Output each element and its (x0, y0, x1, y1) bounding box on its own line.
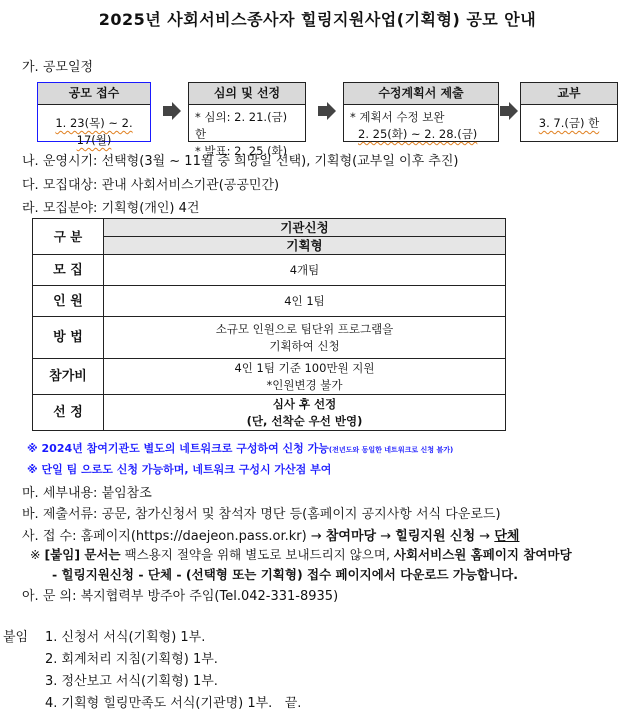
row-value: 기획하여 신청 (269, 338, 340, 353)
item-field: 라. 모집분야: 기획형(개인) 4건 (22, 201, 200, 216)
table-row (33, 255, 506, 286)
table-header-org: 기관신청 (104, 219, 506, 237)
menu-path-group: 단체 (494, 529, 520, 544)
row-value: *인원변경 불가 (266, 377, 343, 392)
step-line: * 심의: 2. 21.(금) 한 (195, 110, 288, 141)
note-mark: ※ (30, 547, 45, 562)
step-header: 교부 (521, 83, 617, 105)
step-header: 공모 접수 (38, 83, 150, 105)
row-value: 4인 1팀 기준 100만원 지원 (234, 360, 375, 375)
item-submission (22, 525, 519, 544)
schedule-step-grant (520, 82, 618, 142)
recruitment-table (32, 218, 506, 431)
item-documents: 바. 제출서류: 공문, 참가신청서 및 참석자 명단 등(홈페이지 공지사항 서식 다운로드) (22, 507, 501, 522)
row-label: 인 원 (33, 286, 104, 317)
menu-path-participation: 참여마당 (325, 529, 377, 544)
section-schedule-heading: 가. 공모일정 (22, 60, 94, 75)
table-header-type: 기획형 (104, 237, 506, 255)
item-contact: 아. 문 의: 복지협력부 방주아 주임(Tel.042-331-8935) (22, 589, 339, 604)
table-row (33, 317, 506, 359)
attachment-item: 2. 회계처리 지침(기획형) 1부. (45, 652, 218, 667)
step-date: 1. 23(목) ~ 2. 17(월) (55, 116, 133, 147)
step-date: 3. 7.(금) 한 (538, 116, 600, 130)
submission-text: 사. 접 수: 홈페이지(https://daejeon.pass.or.kr) → (22, 529, 326, 544)
row-label: 선 정 (33, 395, 104, 431)
attachment-item: 3. 정산보고 서식(기획형) 1부. (45, 674, 218, 689)
attachments-label: 붙임 (3, 630, 29, 645)
schedule-step-submission (37, 82, 151, 147)
step-line: * 발표: 2. 25.(화) (195, 144, 288, 158)
note-single-team: ※ 단일 팀 으로도 신청 가능하며, 네트워크 구성시 가산점 부여 (27, 463, 332, 476)
note-text: 팩스용지 절약을 위해 별도로 보내드리지 않으며, (120, 547, 394, 562)
table-row (33, 395, 506, 431)
note-text: 사회서비스원 홈페이지 참여마당 (393, 547, 572, 562)
table-header-category: 구 분 (33, 219, 104, 255)
note-text: [붙임] 문서는 (44, 547, 121, 562)
item-operation-period: 나. 운영시기: 선택형(3월 ~ 11월 중 희망일 선택), 기획형(교부일 이후 추진) (22, 154, 459, 169)
table-row (33, 286, 506, 317)
schedule-step-review (188, 82, 306, 158)
row-label: 참가비 (33, 359, 104, 395)
menu-path-healing: 힐링지원 신청 (395, 529, 476, 544)
item-details: 마. 세부내용: 붙임참조 (22, 486, 152, 501)
row-value: (단, 선착순 우선 반영) (246, 413, 363, 428)
row-value: 심사 후 선정 (272, 396, 337, 411)
schedule-step-revision (343, 82, 499, 142)
step-line: 2. 25(화) ~ 2. 28.(금) (358, 127, 478, 141)
row-label: 방 법 (33, 317, 104, 359)
row-label: 모 집 (33, 255, 104, 286)
step-header: 심의 및 선정 (189, 83, 305, 105)
attachment-note (30, 545, 572, 563)
arrow-text: → (475, 529, 495, 544)
attachment-item: 1. 신청서 서식(기획형) 1부. (45, 630, 206, 645)
step-line: * 계획서 수정 보완 (350, 110, 445, 124)
note-network: ※ 2024년 참여기관도 별도의 네트워크로 구성하여 신청 가능(전년도와 동일한 네트워크로 신청 불가) (27, 442, 454, 455)
page-title: 2025년 사회서비스종사자 힐링지원사업(기획형) 공모 안내 (98, 10, 537, 29)
table-row (33, 359, 506, 395)
row-value: 4개팀 (104, 255, 506, 286)
item-target: 다. 모집대상: 관내 사회서비스기관(공공민간) (22, 178, 280, 193)
attachment-item: 4. 기획형 힐링만족도 서식(기관명) 1부. 끝. (45, 696, 302, 710)
row-value: 4인 1팀 (104, 286, 506, 317)
step-header: 수정계획서 제출 (344, 83, 498, 105)
attachment-note-line2: - 힐링지원신청 - 단체 - (선택형 또는 기획형) 접수 페이지에서 다운로드 가능합니다. (52, 567, 519, 582)
row-value: 소규모 인원으로 팀단위 프로그램을 (215, 321, 394, 336)
arrow-text: → (376, 529, 396, 544)
